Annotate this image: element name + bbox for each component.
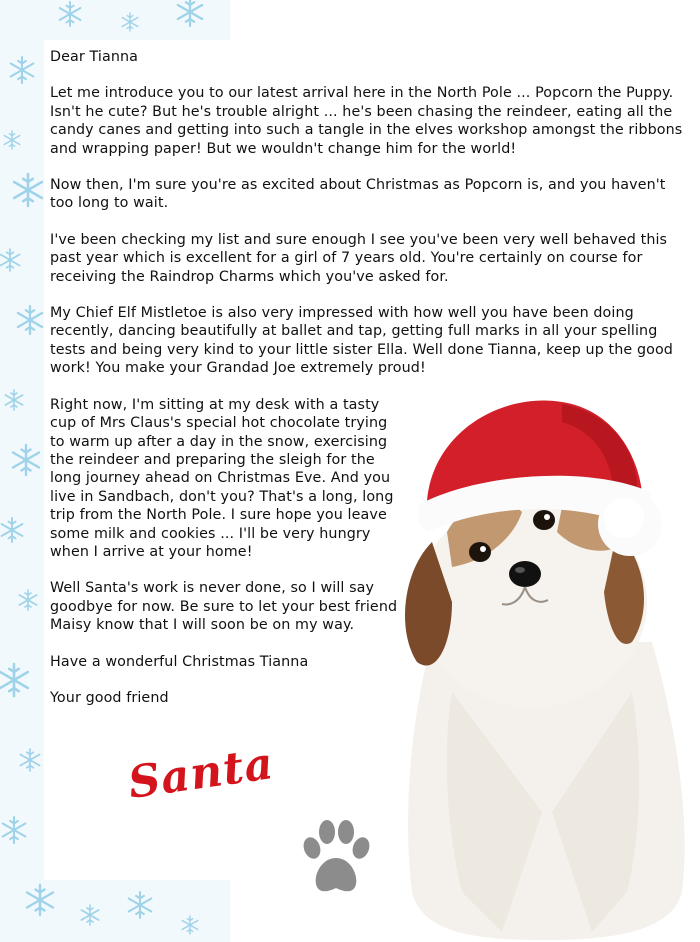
letter-paragraph-6: Well Santa's work is never done, so I will say goodbye for now. Be sure to let your best friend Maisy know that I will soon be on my way. [50, 580, 398, 634]
letter-paragraph-5: Right now, I'm sitting at my desk with a tasty cup of Mrs Claus's special hot chocolate trying to warm up after a day in the snow, exercising the reindeer and preparing the sleigh for the long journey ahead on Christmas Eve. And you live in Sandbach, don't you? That's a long, long trip from the North Pole. I sure hope you leave some milk and cookies ... I'll be very hungry when I arrive at your home! [50, 396, 394, 560]
puppy-in-santa-hat-image [392, 392, 692, 940]
letter-paragraph-2: Now then, I'm sure you're as excited about Christmas as Popcorn is, and you haven't too long to wait. [50, 177, 666, 212]
letter-paragraph-1: Let me introduce you to our latest arrival here in the North Pole ... Popcorn the Puppy. Isn't he cute? But he's trouble alright ... he's been chasing the reindeer, eating all the candy canes and getting into such a tangle in the elves workshop amongst the ribbons and wrapping paper! But we wouldn't change him for the world! [50, 85, 683, 157]
letter-paragraph-3: I've been checking my list and sure enough I see you've been very well behaved this past year which is excellent for a girl of 7 years old. You're certainly on course for receiving the Raindrop Charms which you've asked for. [50, 231, 668, 285]
letter-greeting: Dear Tianna [50, 49, 138, 65]
letter-closing: Your good friend [50, 689, 169, 706]
santa-signature: Santa [125, 738, 277, 809]
letter-paragraph-4: My Chief Elf Mistletoe is also very impressed with how well you have been doing recently, dancing beautifully at ballet and tap, getting full marks in all your spelling tests and being very kind to your little sister Ella. Well done Tianna, keep up the good work! You make your Grandad Joe extremely proud! [50, 305, 673, 377]
letter-paragraph-7: Have a wonderful Christmas Tianna [50, 653, 309, 670]
paw-print-icon [300, 818, 372, 898]
